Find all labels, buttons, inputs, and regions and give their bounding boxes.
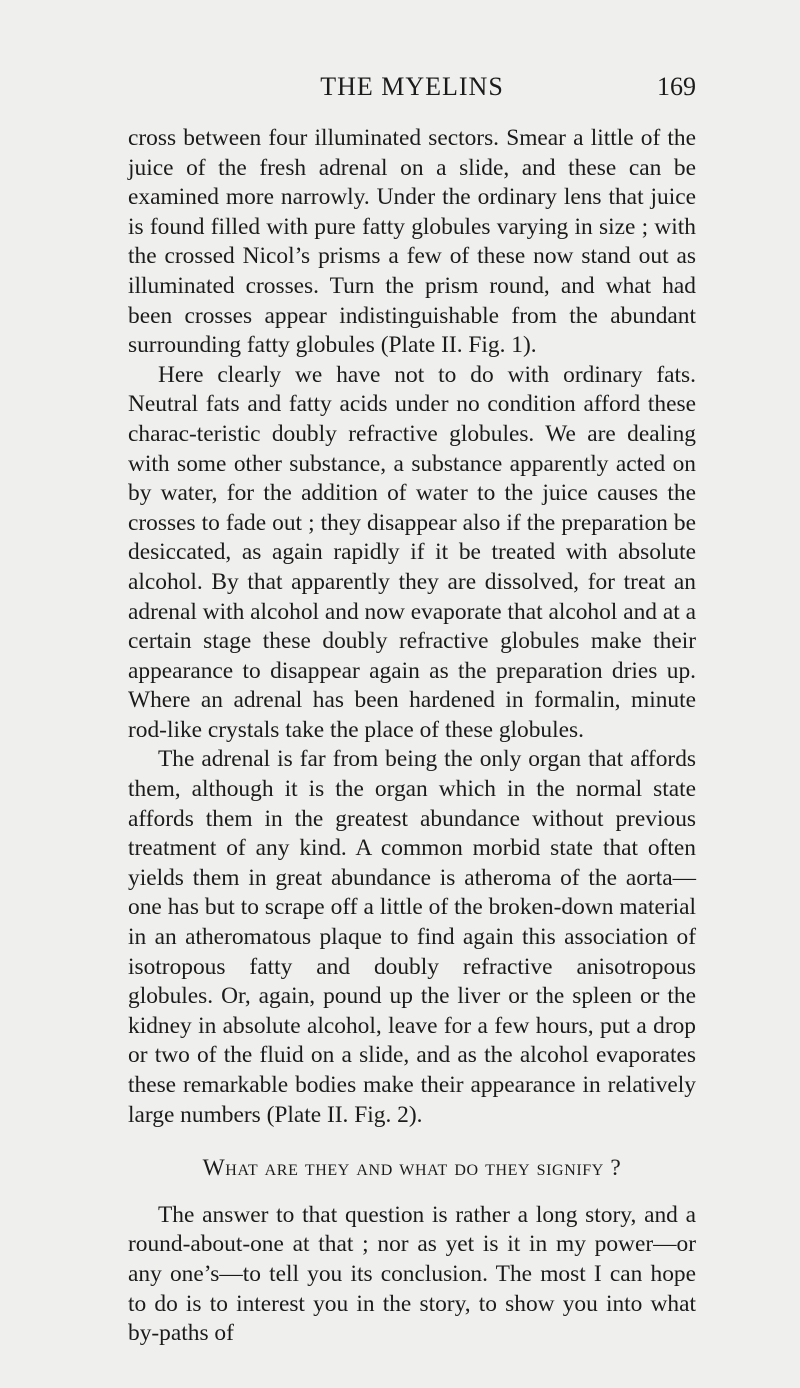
paragraph-continued: cross between four illuminated sectors. Smear a little of the juice of the fresh adrenal on a slide, and these can be examined more narrowly. Under the ordinary lens that juice is found filled with pure fatty globules varying in size ; with the crossed Nicol’s prisms a few of these now stand out as illuminated crosses. Turn the prism round, and what had been crosses appear indistinguishable from the abundant surrounding fatty globules (Plate II. Fig. 1). <box>128 125 696 359</box>
section-heading: What are they and what do they signify ? <box>202 1155 622 1182</box>
paragraph: The answer to that question is rather a long story, and a round-about-one at that ; nor as yet is it in my power—or any one’s—to tell you its conclusion. The most I can hope to do is to interest you in the story, to show you into what by-paths of <box>128 1201 696 1347</box>
body-text <box>128 124 696 1349</box>
running-head <box>128 72 696 108</box>
page-number: 169 <box>657 72 696 101</box>
running-title: THE MYELINS <box>320 72 504 101</box>
paragraph: Here clearly we have not to do with ordinary fats. Neutral fats and fatty acids under no condition afford these charac-teristic doubly refractive globules. We are dealing with some other substance, a substance apparently acted on by water, for the addition of water to the juice causes the crosses to fade out ; they disappear also if the preparation be desiccated, as again rapidly if it be treated with absolute alcohol. By that apparently they are dissolved, for treat an adrenal with alcohol and now evaporate that alcohol and at a certain stage these doubly refractive globules make their appearance to disappear again as the preparation dries up. Where an adrenal has been hardened in formalin, minute rod-like crystals take the place of these globules. <box>128 361 696 743</box>
paragraph: The adrenal is far from being the only organ that affords them, although it is the organ which in the normal state affords them in the greatest abundance without previous treatment of any kind. A common morbid state that often yields them in great abundance is atheroma of the aorta—one has but to scrape off a little of the broken-down material in an atheromatous plaque to find again this association of isotropous fatty and doubly refractive anisotropous globules. Or, again, pound up the liver or the spleen or the kidney in absolute alcohol, leave for a few hours, put a drop or two of the fluid on a slide, and as the alcohol evaporates these remarkable bodies make their appearance in relatively large numbers (Plate II. Fig. 2). <box>128 746 696 1128</box>
